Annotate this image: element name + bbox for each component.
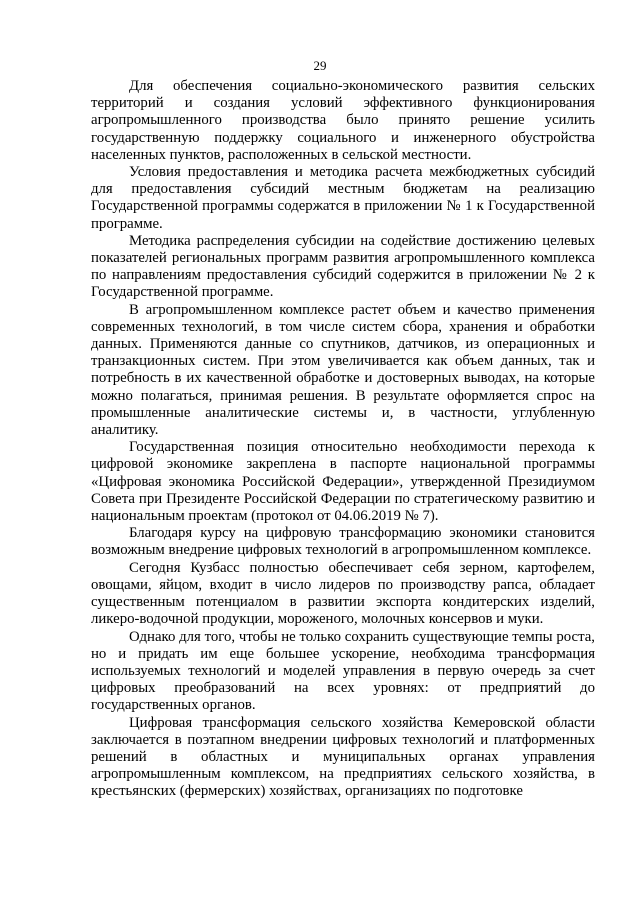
paragraph-digital-economy-program: Государственная позиция относительно необходимости перехода к цифровой экономике закреплена в паспорте национальной программы «Цифровая экономика Российской Федерации», утвержденной Президиумом Совета при Президенте Российской Федерации по стратегическому развитию и национальным проектам (протокол от 04.06.2019 № 7). [91,439,595,525]
paragraph-kemerovo-digital-transformation: Цифровая трансформация сельского хозяйства Кемеровской области заключается в поэтапном внедрении цифровых технологий и платформенных решений в областных и муниципальных органах управления агропромышленным комплексом, на предприятиях сельского хозяйства, в крестьянских (фермерских) хозяйствах, организациях по подготовке [91,714,595,800]
paragraph-growth-acceleration: Однако для того, чтобы не только сохранить существующие темпы роста, но и придать им еще большее ускорение, необходима трансформация используемых технологий и моделей управления в первую очередь за счет цифровых преобразований на всех уровнях: от предприятий до государственных органов. [91,628,595,714]
paragraph-digital-transformation-course: Благодаря курсу на цифровую трансформацию экономики становится возможным внедрение цифровых технологий в агропромышленном комплексе. [91,525,595,559]
document-body [91,78,595,801]
paragraph-subsidy-distribution: Методика распределения субсидии на содействие достижению целевых показателей региональных программ развития агропромышленного комплекса по направлениям предоставления субсидий содержится в приложении № 2 к Государственной программе. [91,232,595,301]
page-number: 29 [313,58,327,73]
paragraph-kuzbass-self-sufficiency: Сегодня Кузбасс полностью обеспечивает себя зерном, картофелем, овощами, яйцом, входит в число лидеров по производству рапса, обладает существенным потенциалом в развитии экспорта кондитерских изделий, ликеро-водочной продукции, мороженого, молочных консервов и муки. [91,559,595,628]
paragraph-modern-technologies: В агропромышленном комплексе растет объем и качество применения современных технологий, в том числе систем сбора, хранения и обработки данных. Применяются данные со спутников, датчиков, из операционных и транзакционных систем. При этом увеличивается как объем данных, так и потребность в их качественной обработке и достоверных выводах, на которые можно полагаться, принимая решения. В результате оформляется спрос на промышленные аналитические системы и, в частности, углубленную аналитику. [91,301,595,439]
paragraph-rural-development: Для обеспечения социально-экономического развития сельских территорий и создания условий эффективного функционирования агропромышленного производства было принято решение усилить государственную поддержку социального и инженерного обустройства населенных пунктов, расположенных в сельской местности. [91,78,595,163]
paragraph-subsidy-conditions: Условия предоставления и методика расчета межбюджетных субсидий для предоставления субсидий местным бюджетам на реализацию Государственной программы содержатся в приложении № 1 к Государственной программе. [91,164,595,232]
